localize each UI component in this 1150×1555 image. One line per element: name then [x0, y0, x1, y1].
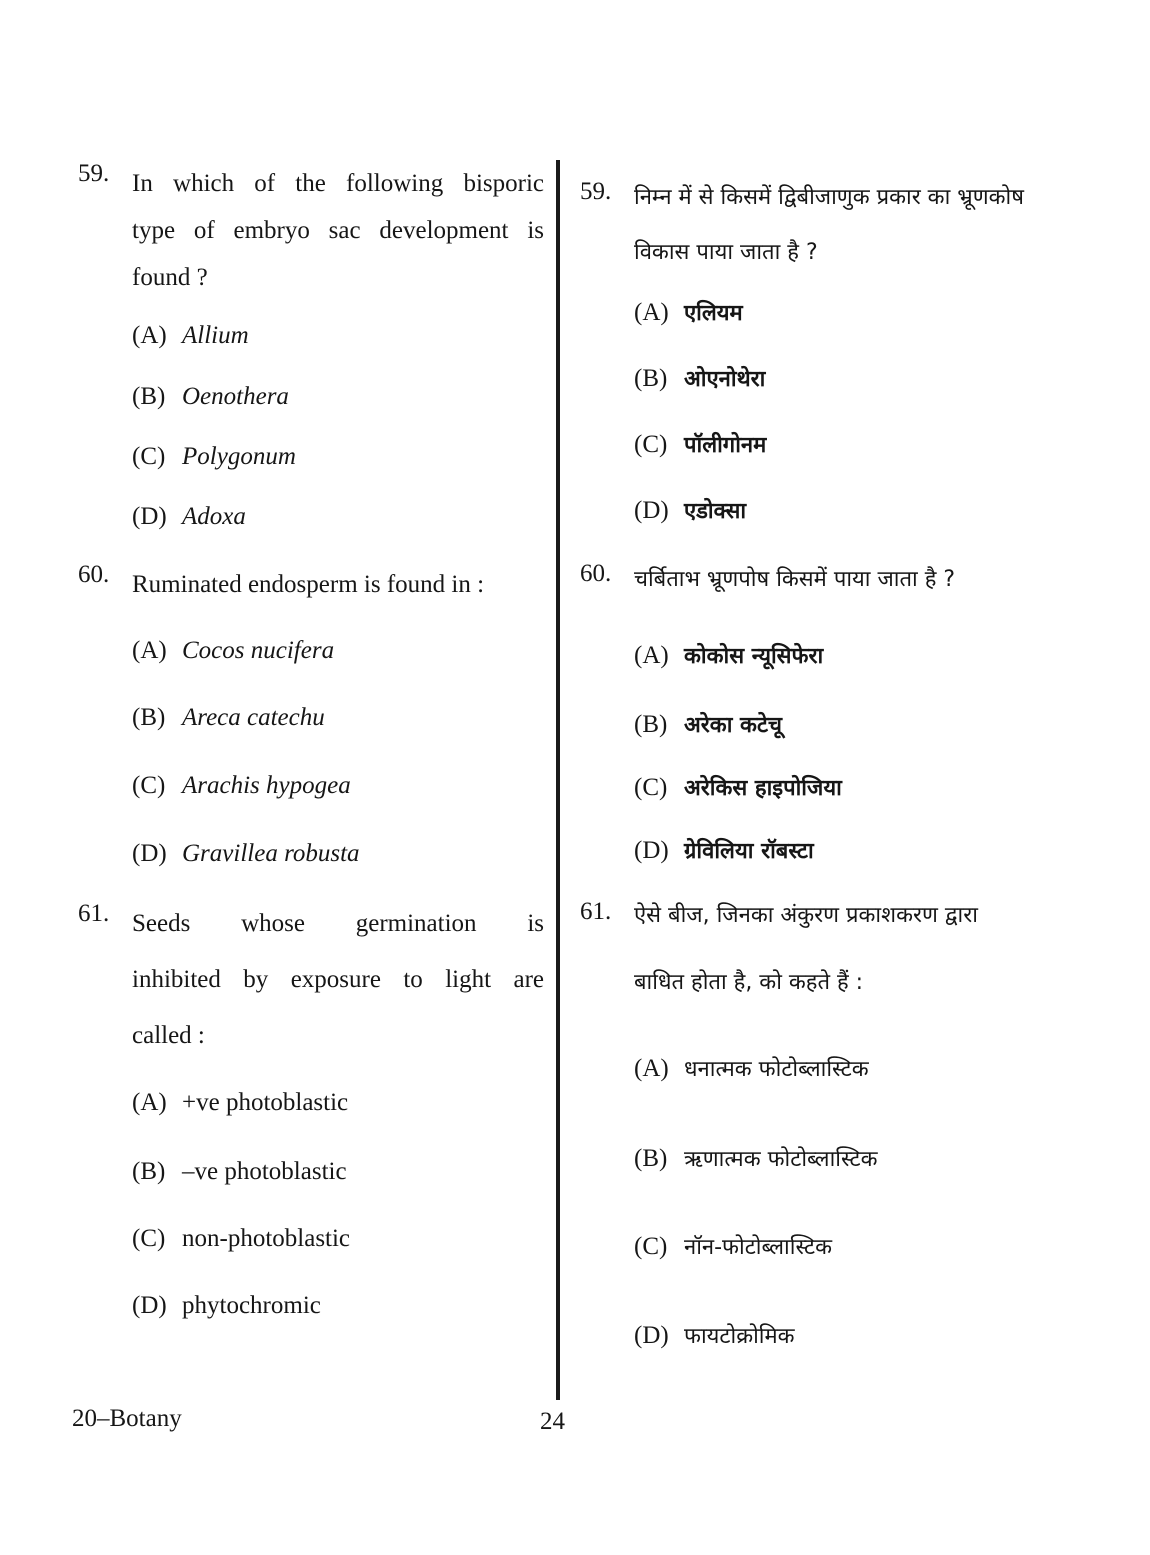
question-line: called :: [132, 1022, 205, 1049]
option-label: (C): [132, 772, 166, 799]
option-label: (C): [132, 443, 166, 470]
option-text: नॉन-फोटोब्लास्टिक: [684, 1235, 832, 1260]
option-a: [634, 1053, 869, 1083]
question-number: 59.: [580, 178, 612, 205]
paper-code: 20–Botany: [72, 1405, 182, 1432]
question-line: निम्न में से किसमें द्विबीजाणुक प्रकार का भ्रूणकोष: [634, 185, 1024, 210]
option-b: [634, 363, 765, 393]
option-a: [132, 1089, 348, 1117]
option-text: Adoxa: [182, 503, 246, 530]
option-text: ग्रेविलिया रॉबस्टा: [684, 839, 814, 864]
option-label: (C): [132, 1225, 166, 1252]
option-label: (D): [634, 1322, 669, 1349]
option-label: (C): [634, 774, 668, 801]
option-b: [132, 383, 289, 411]
option-text: Gravillea robusta: [182, 840, 360, 867]
option-text: Allium: [182, 322, 249, 349]
option-text: ऋणात्मक फोटोब्लास्टिक: [684, 1147, 878, 1172]
question-text: [634, 170, 1074, 280]
option-text: Areca catechu: [182, 704, 325, 731]
option-label: (D): [132, 503, 167, 530]
option-text: phytochromic: [182, 1292, 321, 1319]
question-line: बाधित होता है, को कहते हैं :: [634, 970, 864, 995]
option-c: [634, 429, 766, 459]
question-line: Seeds whose germination is: [132, 910, 544, 937]
option-text: पॉलीगोनम: [684, 433, 767, 458]
question-line: Ruminated endosperm is found in :: [132, 571, 485, 598]
question-text: [132, 160, 544, 301]
option-c: [132, 772, 351, 800]
option-a: [132, 637, 334, 665]
option-text: अरेका कटेचू: [684, 713, 783, 738]
option-text: Cocos nucifera: [182, 637, 335, 664]
option-b: [132, 1158, 347, 1186]
option-a: [132, 322, 249, 350]
option-label: (B): [132, 704, 166, 731]
option-label: (A): [634, 299, 669, 326]
option-text: फायटोक्रोमिक: [684, 1324, 795, 1349]
question-text: [132, 900, 544, 1059]
question-line: type of embryo sac development is: [132, 217, 544, 244]
option-a: [634, 640, 823, 670]
option-d: [132, 503, 246, 531]
option-d: [634, 835, 814, 865]
question-number: 61.: [580, 898, 612, 925]
option-c: [132, 1225, 350, 1253]
option-label: (A): [634, 642, 669, 669]
option-text: Arachis hypogea: [182, 772, 351, 799]
option-b: [634, 1143, 878, 1173]
option-c: [634, 772, 842, 802]
question-text: [634, 552, 1074, 607]
question-number: 59.: [78, 160, 110, 187]
option-label: (B): [132, 1158, 166, 1185]
option-d: [634, 495, 746, 525]
question-text: [634, 888, 1074, 1010]
option-b: [634, 709, 782, 739]
option-text: ओएनोथेरा: [684, 367, 766, 392]
option-d: [132, 840, 360, 868]
option-label: (D): [132, 1292, 167, 1319]
option-text: धनात्मक फोटोब्लास्टिक: [684, 1057, 869, 1082]
option-c: [634, 1231, 832, 1261]
option-label: (D): [634, 497, 669, 524]
option-label: (B): [634, 711, 668, 738]
question-line: ऐसे बीज, जिनका अंकुरण प्रकाशकरण द्वारा: [634, 903, 978, 928]
option-label: (C): [634, 431, 668, 458]
option-text: Polygonum: [182, 443, 296, 470]
option-label: (A): [132, 637, 167, 664]
question-line: In which of the following bisporic: [132, 170, 544, 197]
option-label: (C): [634, 1233, 668, 1260]
question-line: found ?: [132, 264, 208, 291]
option-c: [132, 443, 296, 471]
option-d: [634, 1320, 795, 1350]
option-label: (B): [634, 365, 668, 392]
option-label: (D): [132, 840, 167, 867]
option-label: (A): [132, 322, 167, 349]
column-divider: [556, 160, 560, 1400]
question-line: विकास पाया जाता है ?: [634, 240, 818, 265]
option-text: –ve photoblastic: [182, 1158, 347, 1185]
option-text: एडोक्सा: [684, 499, 747, 524]
option-label: (A): [634, 1055, 669, 1082]
question-line: चर्बिताभ भ्रूणपोष किसमें पाया जाता है ?: [634, 567, 956, 592]
question-text: [132, 561, 544, 608]
question-number: 61.: [78, 900, 110, 927]
option-text: +ve photoblastic: [182, 1089, 349, 1116]
question-number: 60.: [78, 561, 110, 588]
option-b: [132, 704, 325, 732]
option-a: [634, 297, 743, 327]
option-text: non-photoblastic: [182, 1225, 351, 1252]
option-text: अरेकिस हाइपोजिया: [684, 776, 842, 801]
option-label: (A): [132, 1089, 167, 1116]
question-number: 60.: [580, 560, 612, 587]
option-d: [132, 1292, 321, 1320]
page-number: 24: [540, 1408, 565, 1435]
option-text: Oenothera: [182, 383, 289, 410]
option-label: (D): [634, 837, 669, 864]
option-text: एलियम: [684, 301, 743, 326]
option-text: कोकोस न्यूसिफेरा: [684, 644, 824, 669]
question-line: inhibited by exposure to light are: [132, 966, 544, 993]
option-label: (B): [634, 1145, 668, 1172]
option-label: (B): [132, 383, 166, 410]
